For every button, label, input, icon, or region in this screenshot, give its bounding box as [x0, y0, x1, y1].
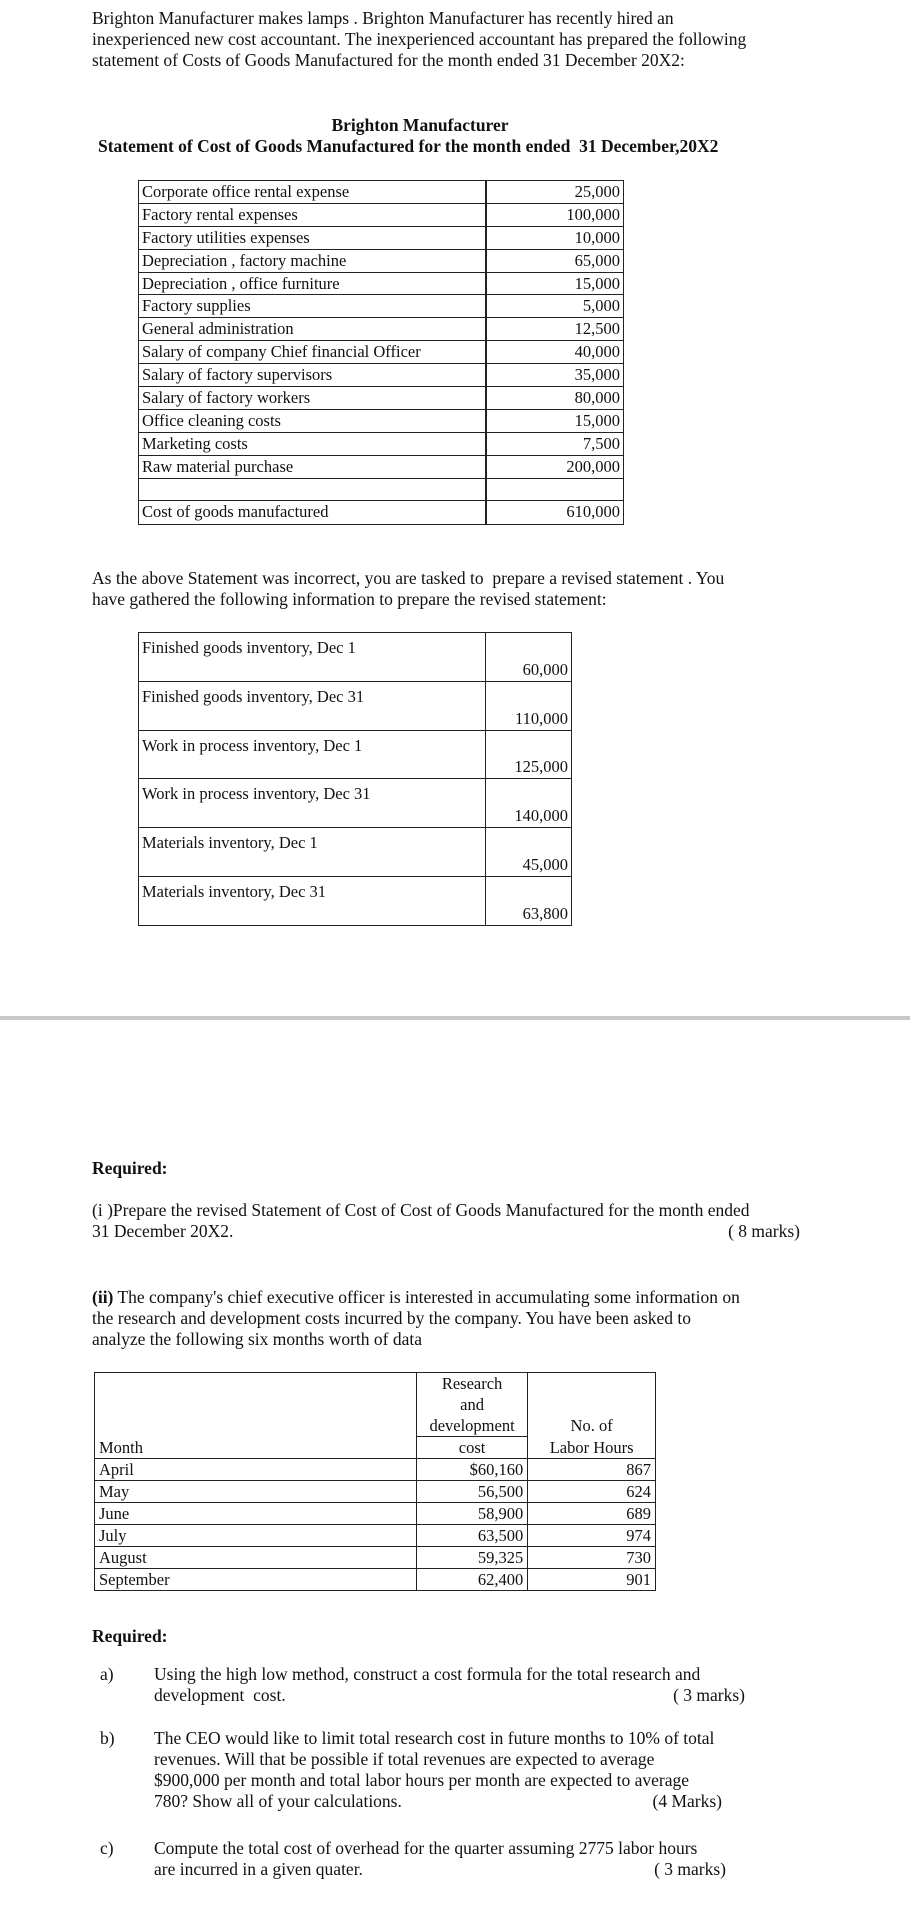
statement-row-value: 5,000 — [486, 295, 624, 318]
statement-row-value: 65,000 — [486, 249, 624, 272]
inventory-label: Finished goods inventory, Dec 31 — [139, 681, 486, 730]
rd-header-cell: Research — [416, 1373, 527, 1395]
rd-row — [95, 1547, 656, 1569]
statement-row-value: 200,000 — [486, 455, 624, 478]
rd-header-row — [95, 1394, 656, 1415]
question-i — [92, 1200, 800, 1242]
question-b-line: 780? Show all of your calculations. — [154, 1791, 402, 1811]
statement-total-label: Cost of goods manufactured — [139, 500, 487, 524]
rd-header-row — [95, 1437, 656, 1459]
rd-header-cell: Labor Hours — [528, 1437, 656, 1459]
intro-line: statement of Costs of Goods Manufactured for the month ended 31 December 20X2: — [92, 50, 685, 70]
rd-header-cell: No. of — [528, 1415, 656, 1437]
rd-hours: 624 — [528, 1481, 656, 1503]
statement-row — [139, 432, 624, 455]
question-b-marks: (4 Marks) — [652, 1791, 722, 1811]
revised-intro-line: have gathered the following information to prepare the revised statement: — [92, 589, 607, 609]
intro-line: inexperienced new cost accountant. The inexperienced accountant has prepared the following — [92, 29, 747, 49]
statement-row — [139, 249, 624, 272]
statement-row — [139, 203, 624, 226]
statement-row — [139, 409, 624, 432]
inventory-row — [139, 681, 572, 730]
inventory-label: Materials inventory, Dec 31 — [139, 876, 486, 925]
statement-row-value: 12,500 — [486, 318, 624, 341]
question-b-line: $900,000 per month and total labor hours per month are expected to average — [154, 1770, 690, 1790]
statement-row-value: 15,000 — [486, 409, 624, 432]
inventory-row — [139, 828, 572, 877]
statement-title: Statement of Cost of Goods Manufactured for the month ended 31 December,20X2 — [98, 136, 719, 156]
rd-cost: 58,900 — [416, 1503, 527, 1525]
statement-row-label: General administration — [139, 318, 487, 341]
statement-row-label: Salary of company Chief financial Officer — [139, 341, 487, 364]
revised-intro-line: As the above Statement was incorrect, you are tasked to prepare a revised statement . You — [92, 568, 725, 588]
inventory-value: 45,000 — [486, 828, 572, 877]
statement-row — [139, 387, 624, 410]
inventory-label: Work in process inventory, Dec 31 — [139, 779, 486, 828]
rd-cost: $60,160 — [416, 1459, 527, 1481]
rd-month: July — [95, 1525, 417, 1547]
question-b-line4-wrap — [154, 1791, 722, 1812]
inventory-row — [139, 730, 572, 779]
statement-row — [139, 181, 624, 204]
statement-row-label: Salary of factory supervisors — [139, 364, 487, 387]
question-ii-prefix: (ii) — [92, 1287, 114, 1307]
statement-row — [139, 318, 624, 341]
intro-paragraph — [92, 8, 852, 71]
statement-spacer-row — [139, 478, 624, 500]
revised-intro — [92, 568, 872, 610]
rd-row — [95, 1503, 656, 1525]
statement-row — [139, 364, 624, 387]
rd-table — [94, 1372, 656, 1591]
rd-cost: 63,500 — [416, 1525, 527, 1547]
statement-row — [139, 272, 624, 295]
statement-row-value: 10,000 — [486, 226, 624, 249]
question-c — [154, 1838, 724, 1880]
inventory-row — [139, 876, 572, 925]
question-i-marks: ( 8 marks) — [728, 1221, 800, 1241]
rd-row — [95, 1481, 656, 1503]
question-c-line: Compute the total cost of overhead for the quarter assuming 2775 labor hours — [154, 1838, 698, 1858]
statement-row-label: Depreciation , office furniture — [139, 272, 487, 295]
statement-row-value: 100,000 — [486, 203, 624, 226]
inventory-row — [139, 779, 572, 828]
question-b-label: b) — [100, 1728, 115, 1748]
rd-header-cell: and — [416, 1394, 527, 1415]
statement-row-value: 35,000 — [486, 364, 624, 387]
page-divider — [0, 1016, 910, 1020]
rd-cost: 59,325 — [416, 1547, 527, 1569]
inventory-row — [139, 633, 572, 682]
question-ii-line: the research and development costs incurred by the company. You have been asked to — [92, 1308, 692, 1328]
question-i-line: 31 December 20X2. — [92, 1221, 234, 1241]
question-ii — [92, 1287, 812, 1350]
question-ii-line1 — [92, 1287, 812, 1308]
statement-row — [139, 341, 624, 364]
required-heading: Required: — [92, 1158, 168, 1178]
question-a-label: a) — [100, 1664, 114, 1684]
statement-row-label: Factory supplies — [139, 295, 487, 318]
question-b-line: revenues. Will that be possible if total revenues are expected to average — [154, 1749, 655, 1769]
question-b-line: The CEO would like to limit total research cost in future months to 10% of total — [154, 1728, 715, 1748]
question-a-line2-wrap — [154, 1685, 745, 1706]
statement-row-label: Factory utilities expenses — [139, 226, 487, 249]
rd-month: April — [95, 1459, 417, 1481]
rd-header-cell: development — [416, 1415, 527, 1437]
rd-header-row — [95, 1415, 656, 1437]
rd-row — [95, 1525, 656, 1547]
rd-row — [95, 1459, 656, 1481]
statement-row-value: 7,500 — [486, 432, 624, 455]
question-c-marks: ( 3 marks) — [654, 1859, 726, 1879]
question-a-line: Using the high low method, construct a cost formula for the total research and — [154, 1664, 701, 1684]
inventory-label: Materials inventory, Dec 1 — [139, 828, 486, 877]
rd-header-cell: cost — [416, 1437, 527, 1459]
question-c-line2-wrap — [154, 1859, 724, 1880]
company-title: Brighton Manufacturer — [331, 115, 509, 135]
rd-hours: 901 — [528, 1569, 656, 1591]
question-a — [154, 1664, 745, 1706]
question-i-line2-wrap — [92, 1221, 800, 1242]
rd-header-row — [95, 1373, 656, 1395]
rd-cost: 56,500 — [416, 1481, 527, 1503]
statement-row-value: 80,000 — [486, 387, 624, 410]
statement-row-value: 25,000 — [486, 181, 624, 204]
intro-line: Brighton Manufacturer makes lamps . Brighton Manufacturer has recently hired an — [92, 8, 674, 28]
question-b — [154, 1728, 722, 1812]
statement-row-label: Factory rental expenses — [139, 203, 487, 226]
question-ii-text: The company's chief executive officer is interested in accumulating some information on — [113, 1287, 740, 1307]
question-c-label: c) — [100, 1838, 114, 1858]
statement-table — [138, 180, 624, 525]
question-a-marks: ( 3 marks) — [673, 1685, 745, 1705]
rd-hours: 689 — [528, 1503, 656, 1525]
inventory-value: 125,000 — [486, 730, 572, 779]
inventory-label: Finished goods inventory, Dec 1 — [139, 633, 486, 682]
statement-row-label: Marketing costs — [139, 432, 487, 455]
rd-row — [95, 1569, 656, 1591]
inventory-value: 63,800 — [486, 876, 572, 925]
statement-total-row — [139, 500, 624, 524]
statement-row-label: Corporate office rental expense — [139, 181, 487, 204]
inventory-value: 140,000 — [486, 779, 572, 828]
rd-month: August — [95, 1547, 417, 1569]
rd-cost: 62,400 — [416, 1569, 527, 1591]
required-heading-2: Required: — [92, 1626, 168, 1646]
statement-row — [139, 295, 624, 318]
statement-total-value: 610,000 — [486, 500, 624, 524]
question-a-line: development cost. — [154, 1685, 286, 1705]
rd-header-month: Month — [95, 1437, 417, 1459]
statement-row-label: Salary of factory workers — [139, 387, 487, 410]
statement-row-label: Office cleaning costs — [139, 409, 487, 432]
statement-row-label: Raw material purchase — [139, 455, 487, 478]
question-ii-line: analyze the following six months worth of data — [92, 1329, 422, 1349]
statement-row-value: 15,000 — [486, 272, 624, 295]
statement-row — [139, 226, 624, 249]
inventory-label: Work in process inventory, Dec 1 — [139, 730, 486, 779]
statement-row-value: 40,000 — [486, 341, 624, 364]
inventory-value: 60,000 — [486, 633, 572, 682]
statement-row-label: Depreciation , factory machine — [139, 249, 487, 272]
question-c-line: are incurred in a given quater. — [154, 1859, 363, 1879]
rd-hours: 974 — [528, 1525, 656, 1547]
rd-hours: 730 — [528, 1547, 656, 1569]
rd-month: June — [95, 1503, 417, 1525]
inventory-table — [138, 632, 572, 926]
statement-row — [139, 455, 624, 478]
rd-hours: 867 — [528, 1459, 656, 1481]
inventory-value: 110,000 — [486, 681, 572, 730]
rd-month: September — [95, 1569, 417, 1591]
question-i-line: (i )Prepare the revised Statement of Cost of Cost of Goods Manufactured for the month ended — [92, 1200, 750, 1220]
rd-month: May — [95, 1481, 417, 1503]
